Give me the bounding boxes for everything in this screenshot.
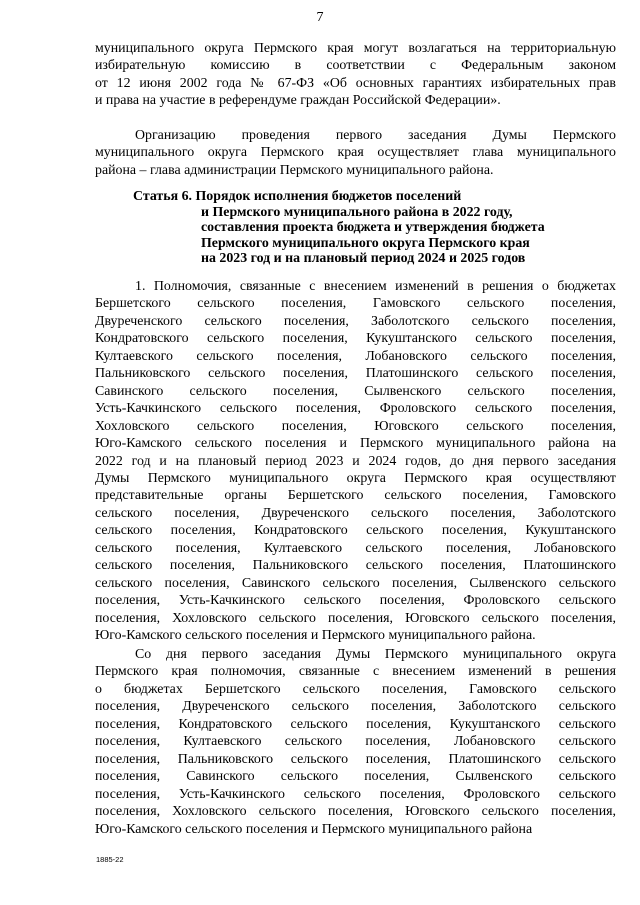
text-line: поселения, Двуреченского сельского поселения, Заболотского сельского [95,699,616,715]
text-line: сельского поселения, Пальниковского сельского поселения, Платошинского [95,558,616,574]
text-line: Думы Пермского муниципального округа Пермского края осуществляют [95,470,616,486]
text-line: представительные органы Бершетского сельского поселения, Гамовского [95,488,616,504]
text-line: Култаевского сельского поселения, Лобановского сельского поселения, [95,348,616,364]
text-line: 1. Полномочия, связанные с внесением изменений в решения о бюджетах [135,279,616,294]
text-line: сельского поселения, Култаевского сельского поселения, Лобановского [95,540,616,556]
text-line: сельского поселения, Кондратовского сельского поселения, Кукуштанского [95,523,616,539]
text-line: Юго-Камского сельского поселения и Пермского муниципального района [95,821,533,837]
text-line: поселения, Хохловского сельского поселения, Юговского сельского поселения, [95,804,616,820]
text-line: Пермского края полномочия, связанные с внесением изменений в решения [95,664,616,680]
document-code: 1885-22 [96,855,124,864]
text-line: сельского поселения, Двуреченского сельского поселения, Заболотского [95,505,616,521]
text-line: поселения, Савинского сельского поселения, Сылвенского сельского [95,769,616,785]
text-line: поселения, Усть-Качкинского сельского поселения, Фроловского сельского [95,593,616,609]
text-line: Савинского сельского поселения, Сылвенского сельского поселения, [95,383,616,399]
text-line: избирательную комиссию в соответствии с Федеральным законом [95,58,616,74]
text-line: района – глава администрации Пермского муниципального района. [95,162,494,178]
text-line: сельского поселения, Савинского сельского поселения, Сылвенского сельского [95,575,616,591]
text-line: Со дня первого заседания Думы Пермского муниципального округа [135,647,616,662]
text-line: Бершетского сельского поселения, Гамовского сельского поселения, [95,296,616,312]
text-line: муниципального округа Пермского края осуществляет глава муниципального [95,145,616,161]
page-number: 7 [316,10,324,25]
text-line: Хохловского сельского поселения, Юговского сельского поселения, [95,418,616,434]
text-line: Пальниковского сельского поселения, Платошинского сельского поселения, [95,366,616,382]
paragraph-3 [95,278,616,645]
heading-line: Пермского муниципального округа Пермского края [201,235,530,251]
text-line: и права на участие в референдуме граждан Российской Федерации». [95,93,501,109]
text-line: поселения, Пальниковского сельского поселения, Платошинского сельского [95,751,616,767]
text-line: поселения, Култаевского сельского поселения, Лобановского сельского [95,734,616,750]
text-line: от 12 июня 2002 года № 67-ФЗ «Об основных гарантиях избирательных прав [95,75,616,91]
heading-line: на 2023 год и на плановый период 2024 и 2025 годов [201,251,526,267]
article-heading [95,189,616,267]
text-line: Кондратовского сельского поселения, Кукуштанского сельского поселения, [95,331,616,347]
text-line: Организацию проведения первого заседания Думы Пермского [135,128,616,143]
text-line: Юго-Камского сельского поселения и Пермского муниципального района. [95,628,536,644]
paragraph-1 [95,40,616,110]
paragraph-4 [95,646,616,838]
text-line: поселения, Усть-Качкинского сельского поселения, Фроловского сельского [95,786,616,802]
heading-line: составления проекта бюджета и утверждения бюджета [201,220,545,236]
text-line: Двуреченского сельского поселения, Заболотского сельского поселения, [95,313,616,329]
text-line: Усть-Качкинского сельского поселения, Фроловского сельского поселения, [95,401,616,417]
text-line: муниципального округа Пермского края могут возлагаться на территориальную [95,41,616,56]
text-line: поселения, Хохловского сельского поселения, Юговского сельского поселения, [95,610,616,626]
heading-line: Статья 6. Порядок исполнения бюджетов поселений [133,189,462,204]
text-line: 2022 год и на плановый период 2023 и 2024 годов, до дня первого заседания [95,453,616,469]
heading-line: и Пермского муниципального района в 2022 году, [201,204,513,220]
text-line: о бюджетах Бершетского сельского поселения, Гамовского сельского [95,681,616,697]
paragraph-2 [95,127,616,179]
text-line: поселения, Кондратовского сельского поселения, Кукуштанского сельского [95,716,616,732]
text-line: Юго-Камского сельского поселения и Пермского муниципального района на [95,436,616,452]
